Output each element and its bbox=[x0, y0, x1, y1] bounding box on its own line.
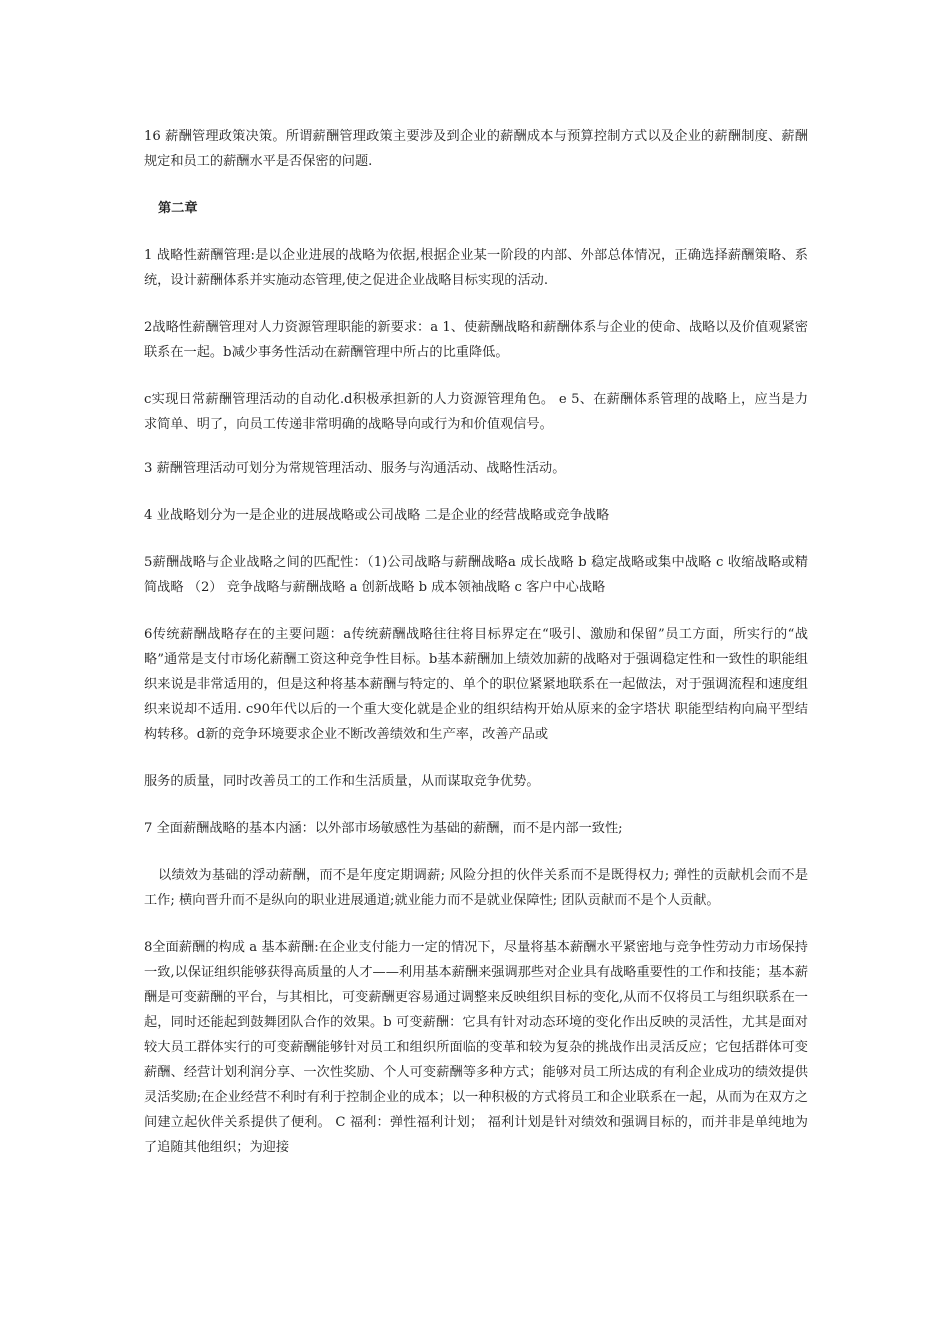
paragraph-7-continued: 以绩效为基础的浮动薪酬，而不是年度定期调薪; 风险分担的伙伴关系而不是既得权力; 弹性的贡献机会而不是工作; 横向晋升而不是纵向的职业进展通道;就业能力而不是就业保障性; 团队贡献而不是个人贡献。 bbox=[144, 868, 808, 908]
paragraph-2: 2战略性薪酬管理对人力资源管理职能的新要求：a 1、使薪酬战略和薪酬体系与企业的使命、战略以及价值观紧密联系在一起。b减少事务性活动在薪酬管理中所占的比重降低。 bbox=[144, 320, 808, 360]
paragraph-5: 5薪酬战略与企业战略之间的匹配性：（1)公司战略与薪酬战略a 成长战略 b 稳定战略或集中战略 c 收缩战略或精简战略 （2） 竞争战略与薪酬战略 a 创新战略 b 成本领袖战略 c 客户中心战略 bbox=[144, 555, 808, 595]
paragraph-6: 6传统薪酬战略存在的主要问题：a传统薪酬战略往往将目标界定在“吸引、激励和保留”员工方面，所实行的“战略”通常是支付市场化薪酬工资这种竞争性目标。b基本薪酬加上绩效加薪的战略对于强调稳定性和一致性的职能组织来说是非常适用的，但是这种将基本薪酬与特定的、单个的职位紧紧地联系在一起做法，对于强调流程和速度组织来说却不适用. c90年代以后的一个重大变化就是企业的组织结构开始从原来的金字塔状 职能型结构向扁平型结构转移。d新的竞争环境要求企业不断改善绩效和生产率，改善产品或 bbox=[144, 627, 808, 742]
paragraph-16: 16 薪酬管理政策决策。所谓薪酬管理政策主要涉及到企业的薪酬成本与预算控制方式以及企业的薪酬制度、薪酬规定和员工的薪酬水平是否保密的问题. bbox=[144, 129, 808, 169]
chapter-heading: 第二章 bbox=[158, 201, 198, 216]
paragraph-7: 7 全面薪酬战略的基本内涵：以外部市场敏感性为基础的薪酬，而不是内部一致性; bbox=[144, 821, 623, 836]
paragraph-6-continued: 服务的质量，同时改善员工的工作和生活质量，从而谋取竞争优势。 bbox=[144, 774, 540, 789]
paragraph-3: 3 薪酬管理活动可划分为常规管理活动、服务与沟通活动、战略性活动。 bbox=[144, 461, 566, 476]
document-page bbox=[144, 124, 808, 1160]
paragraph-4: 4 业战略划分为一是企业的进展战略或公司战略 二是企业的经营战略或竞争战略 bbox=[144, 508, 610, 523]
paragraph-2c: c实现日常薪酬管理活动的自动化.d积极承担新的人力资源管理角色。 e 5、在薪酬体系管理的战略上，应当是力求简单、明了，向员工传递非常明确的战略导向或行为和价值观信号。 bbox=[144, 392, 808, 432]
paragraph-8: 8全面薪酬的构成 a 基本薪酬:在企业支付能力一定的情况下，尽量将基本薪酬水平紧密地与竞争性劳动力市场保持一致,以保证组织能够获得高质量的人才——利用基本薪酬来强调那些对企业具有战略重要性的工作和技能；基本薪酬是可变薪酬的平台，与其相比，可变薪酬更容易通过调整来反映组织目标的变化,从而不仅将员工与组织联系在一起，同时还能起到鼓舞团队合作的效果。b 可变薪酬：它具有针对动态环境的变化作出反映的灵活性，尤其是面对较大员工群体实行的可变薪酬能够针对员工和组织所面临的变革和较为复杂的挑战作出灵活反应；它包括群体可变薪酬、经营计划利润分享、一次性奖励、个人可变薪酬等多种方式；能够对员工所达成的有利企业成功的绩效提供灵活奖励;在企业经营不利时有利于控制企业的成本；以一种积极的方式将员工和企业联系在一起，从而为在双方之间建立起伙伴关系提供了便利。 C 福利：弹性福利计划； 福利计划是针对绩效和强调目标的，而并非是单纯地为了追随其他组织；为迎接 bbox=[144, 940, 808, 1155]
paragraph-1: 1 战略性薪酬管理:是以企业进展的战略为依据,根据企业某一阶段的内部、外部总体情况，正确选择薪酬策略、系统，设计薪酬体系并实施动态管理,使之促进企业战略目标实现的活动. bbox=[144, 248, 808, 288]
